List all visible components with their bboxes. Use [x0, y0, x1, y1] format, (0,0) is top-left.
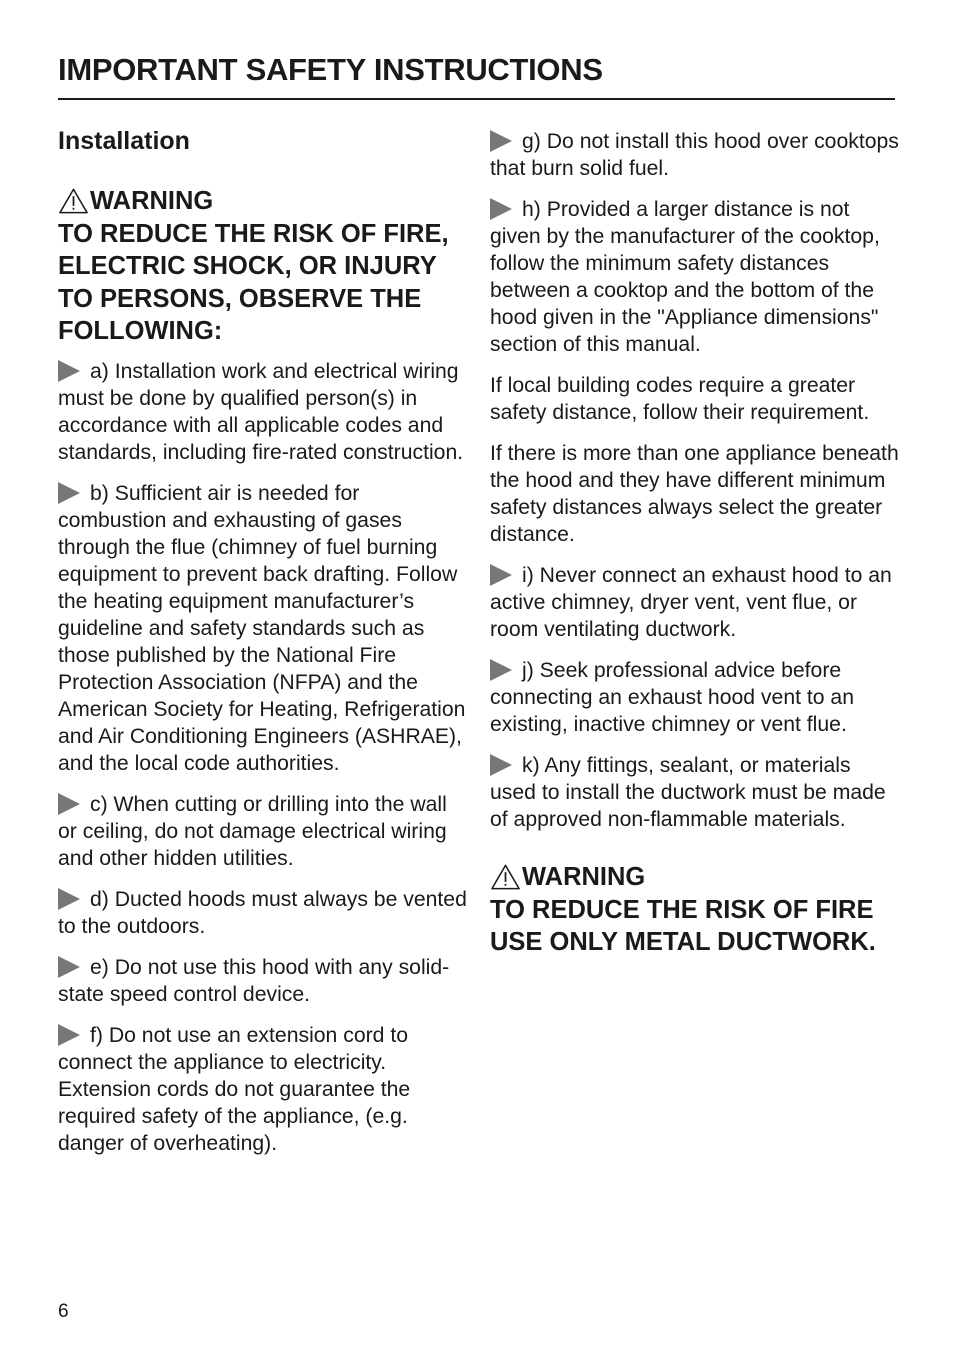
item-text: f) Do not use an extension cord to connect the appliance to electricity. Extension cords do not guarantee the required safety of the appliance, (e.g. danger of overheating).	[58, 1023, 411, 1155]
section-title: Installation	[58, 127, 190, 155]
list-item	[490, 562, 900, 643]
warning-text: TO REDUCE THE RISK OF FIRE, ELECTRIC SHOCK, OR INJURY TO PERSONS, OBSERVE THE FOLLOWING:	[58, 219, 449, 345]
item-text: g) Do not install this hood over cooktops that burn solid fuel.	[490, 130, 899, 180]
list-item	[58, 954, 468, 1008]
list-item	[58, 480, 468, 777]
item-text: d) Ducted hoods must always be vented to the outdoors.	[58, 887, 467, 938]
item-text: a) Installation work and electrical wiring must be done by qualified person(s) in accordance with all applicable codes and standards, including fire-rated construction.	[58, 359, 464, 464]
warning-label: WARNING	[522, 863, 646, 891]
item-text: j) Seek professional advice before connecting an exhaust hood vent to an existing, inactive chimney or vent flue.	[490, 659, 854, 736]
page-number: 6	[58, 1301, 69, 1322]
item-text: k) Any fittings, sealant, or materials used to install the ductwork must be made of approved non-flammable materials.	[490, 754, 886, 831]
bullet-arrow-icon	[490, 198, 512, 220]
warning-block	[58, 185, 468, 348]
list-item	[58, 791, 468, 872]
list-item	[490, 657, 900, 738]
list-item	[58, 358, 468, 466]
warning-text: TO REDUCE THE RISK OF FIRE USE ONLY METAL DUCTWORK.	[490, 895, 876, 956]
item-text: e) Do not use this hood with any solid-state speed control device.	[58, 955, 450, 1006]
list-item	[58, 886, 468, 940]
warning-triangle-icon	[58, 187, 89, 215]
bullet-arrow-icon	[58, 888, 80, 910]
left-column	[58, 125, 468, 1171]
warning-triangle-icon	[490, 863, 521, 891]
bullet-arrow-icon	[490, 659, 512, 681]
item-text: h) Provided a larger distance is not given by the manufacturer of the cooktop, follow the minimum safety distances between a cooktop and the bottom of the hood given in the "Appliance dimensions" section of this manual.	[490, 198, 880, 356]
item-text: b) Sufficient air is needed for combustion and exhausting of gases through the flue (chimney of fuel burning equipment to prevent back drafting. Follow the heating equipment manufacturer’s guideline and safety standards such as those published by the National Fire Protection Association (NFPA) and the American Society for Heating, Refrigeration and Air Conditioning Engineers (ASHRAE), and the local code authorities.	[58, 481, 466, 775]
list-item	[490, 128, 900, 182]
warning-block-ductwork	[490, 861, 900, 959]
list-item	[490, 196, 900, 358]
item-text: c) When cutting or drilling into the wall or ceiling, do not damage electrical wiring and other hidden utilities.	[58, 792, 447, 870]
bullet-arrow-icon	[58, 956, 80, 978]
bullet-arrow-icon	[58, 793, 80, 815]
bullet-arrow-icon	[58, 360, 80, 382]
list-item	[490, 752, 900, 833]
item-text: i) Never connect an exhaust hood to an active chimney, dryer vent, vent flue, or room ventilating ductwork.	[490, 564, 892, 641]
right-column	[490, 128, 900, 969]
warning-label: WARNING	[90, 187, 214, 215]
bullet-arrow-icon	[490, 564, 512, 586]
note-paragraph: If there is more than one appliance beneath the hood and they have different minimum safety distances always select the greater distance.	[490, 442, 899, 546]
bullet-arrow-icon	[58, 1024, 80, 1046]
page-header	[58, 52, 895, 100]
bullet-arrow-icon	[490, 130, 512, 152]
list-item	[58, 1022, 468, 1157]
page-title: IMPORTANT SAFETY INSTRUCTIONS	[58, 52, 603, 87]
note-paragraph: If local building codes require a greater safety distance, follow their requirement.	[490, 374, 870, 424]
bullet-arrow-icon	[58, 482, 80, 504]
bullet-arrow-icon	[490, 754, 512, 776]
